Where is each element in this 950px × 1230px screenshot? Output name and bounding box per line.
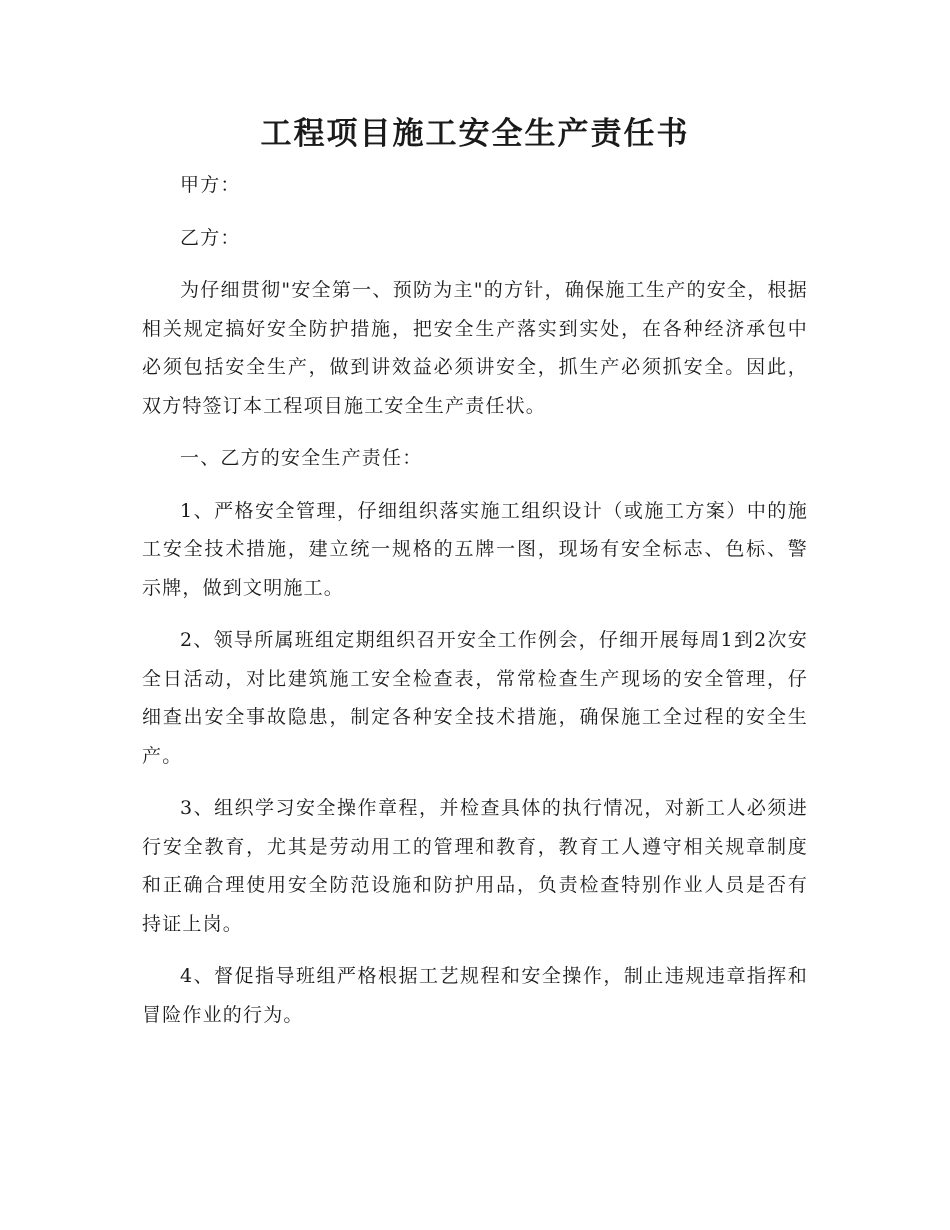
party-b-line: 乙方： — [180, 226, 241, 249]
clause-4: 4、督促指导班组严格根据工艺规程和安全操作，制止违规违章指挥和冒险作业的行为。 — [142, 965, 808, 1026]
clause-1: 1、严格安全管理，仔细组织落实施工组织设计（或施工方案）中的施工安全技术措施，建立统一规格的五牌一图，现场有安全标志、色标、警示牌，做到文明施工。 — [142, 499, 808, 599]
section-heading: 一、乙方的安全生产责任： — [180, 447, 423, 469]
document-body — [142, 166, 808, 1048]
document-title: 工程项目施工安全生产责任书 — [260, 116, 690, 152]
party-a-line: 甲方： — [180, 174, 241, 196]
clause-3: 3、组织学习安全操作章程，并检查具体的执行情况，对新工人必须进行安全教育，尤其是劳动用工的管理和教育，教育工人遵守相关规章制度和正确合理使用安全防范设施和防护用品，负责检查特别作业人员是否有持证上岗。 — [142, 797, 808, 935]
intro-paragraph: 为仔细贯彻"安全第一、预防为主"的方针，确保施工生产的安全，根据相关规定搞好安全防护措施，把安全生产落实到实处，在各种经济承包中必须包括安全生产，做到讲效益必须讲安全，抓生产必须抓安全。因此，双方特签订本工程项目施工安全生产责任状。 — [142, 279, 808, 417]
clause-2: 2、领导所属班组定期组织召开安全工作例会，仔细开展每周1到2次安全日活动，对比建筑施工安全检查表，常常检查生产现场的安全管理，仔细查出安全事故隐患，制定各种安全技术措施，确保施工全过程的安全生产。 — [142, 629, 808, 767]
